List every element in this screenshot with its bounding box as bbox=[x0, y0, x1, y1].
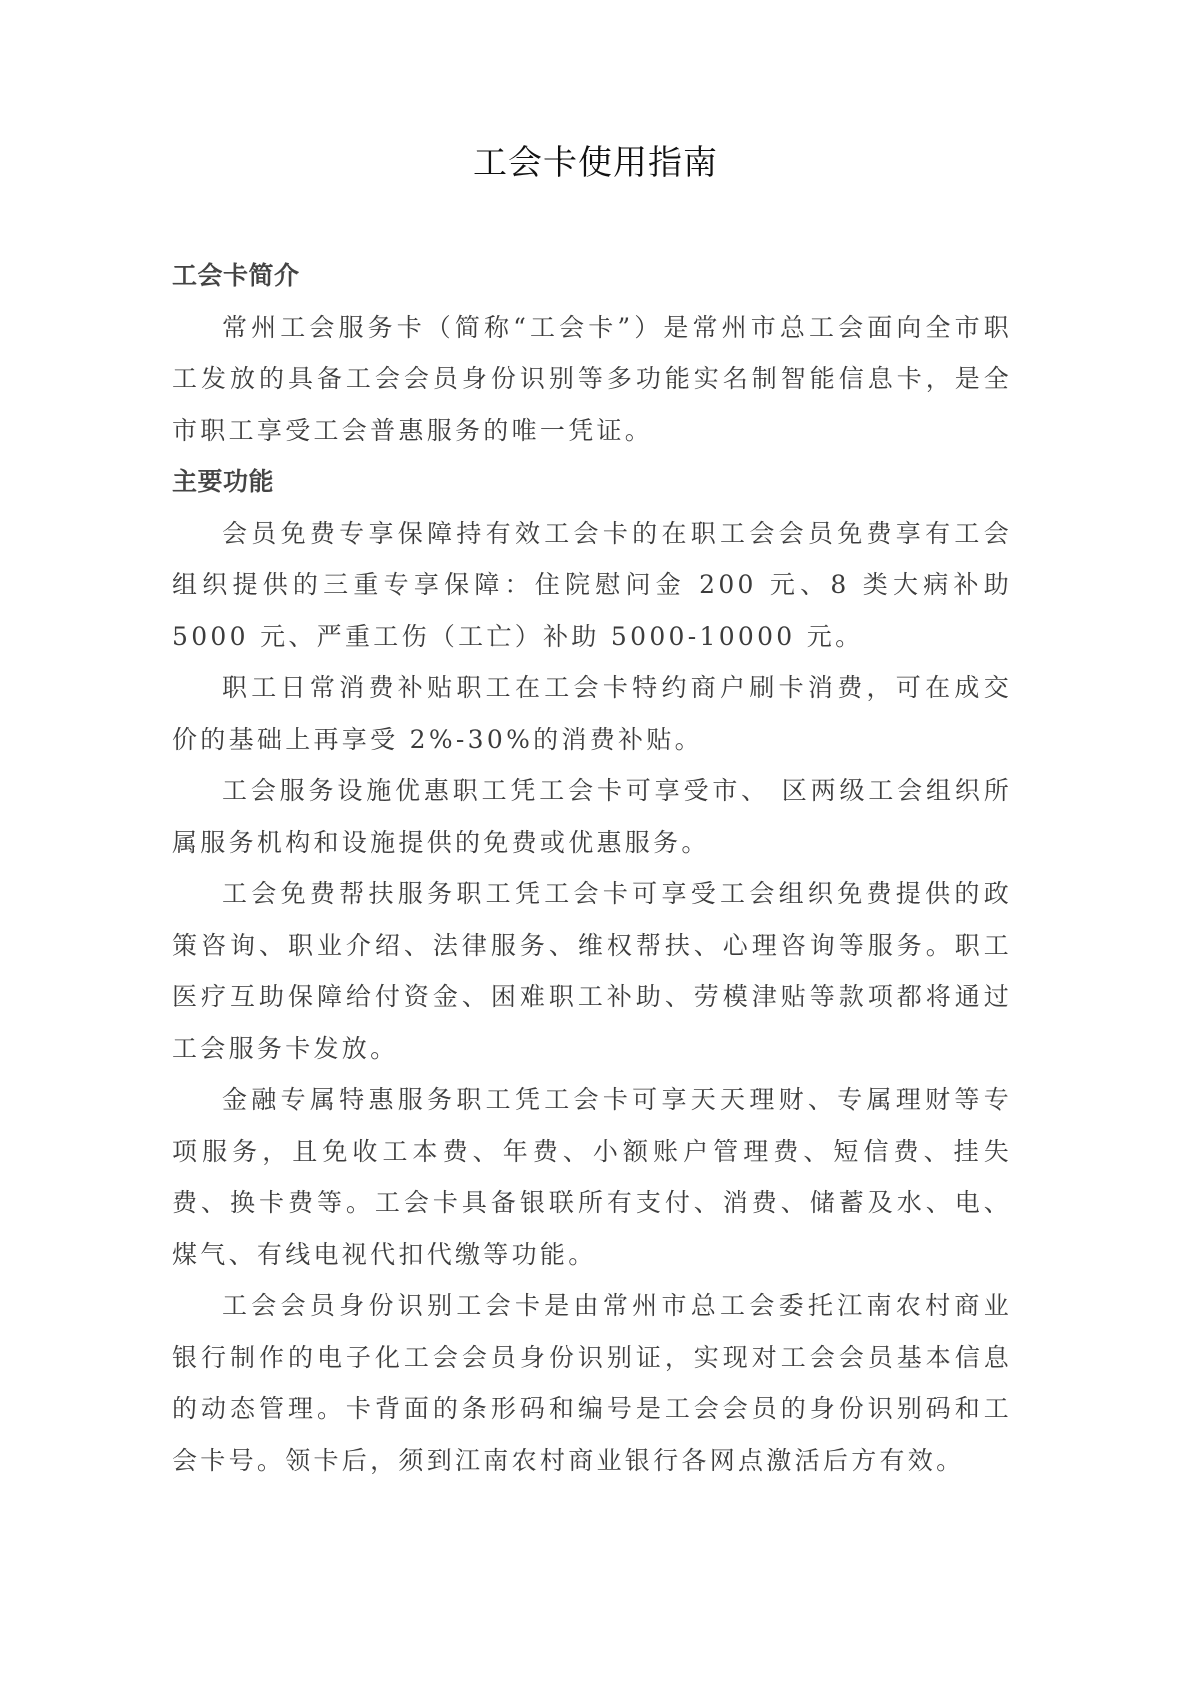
function-financial-services: 金融专属特惠服务职工凭工会卡可享天天理财、专属理财等专项服务，且免收工本费、年费、小额账户管理费、短信费、挂失费、换卡费等。工会卡具备银联所有支付、消费、储蓄及水、电、煤气、有线电视代扣代缴等功能。 bbox=[172, 1085, 1012, 1269]
section-heading-intro: 工会卡简介 bbox=[172, 261, 300, 290]
function-free-assistance: 工会免费帮扶服务职工凭工会卡可享受工会组织免费提供的政策咨询、职业介绍、法律服务、维权帮扶、心理咨询等服务。职工医疗互助保障给付资金、困难职工补助、劳模津贴等款项都将通过工会服务卡发放。 bbox=[172, 879, 1012, 1063]
function-facility-discount: 工会服务设施优惠职工凭工会卡可享受市、 区两级工会组织所属服务机构和设施提供的免费或优惠服务。 bbox=[172, 776, 1012, 857]
document-body bbox=[172, 250, 1012, 1486]
function-member-identification: 工会会员身份识别工会卡是由常州市总工会委托江南农村商业银行制作的电子化工会会员身份识别证，实现对工会会员基本信息的动态管理。卡背面的条形码和编号是工会会员的身份识别码和工会卡号。领卡后，须到江南农村商业银行各网点激活后方有效。 bbox=[172, 1291, 1012, 1475]
function-consumption-subsidy: 职工日常消费补贴职工在工会卡特约商户刷卡消费，可在成交价的基础上再享受 2%-30%的消费补贴。 bbox=[172, 673, 1012, 754]
function-member-protection: 会员免费专享保障持有效工会卡的在职工会会员免费享有工会组织提供的三重专享保障：住院慰问金 200 元、8 类大病补助 5000 元、严重工伤（工亡）补助 5000-10000 元。 bbox=[172, 518, 1012, 651]
section-intro bbox=[172, 250, 1012, 456]
intro-paragraph: 常州工会服务卡（简称“工会卡”）是常州市总工会面向全市职工发放的具备工会会员身份识别等多功能实名制智能信息卡，是全市职工享受工会普惠服务的唯一凭证。 bbox=[172, 312, 1012, 445]
section-main-functions bbox=[172, 456, 1012, 1486]
document-title: 工会卡使用指南 bbox=[473, 143, 718, 183]
section-heading-main-functions: 主要功能 bbox=[172, 467, 275, 496]
